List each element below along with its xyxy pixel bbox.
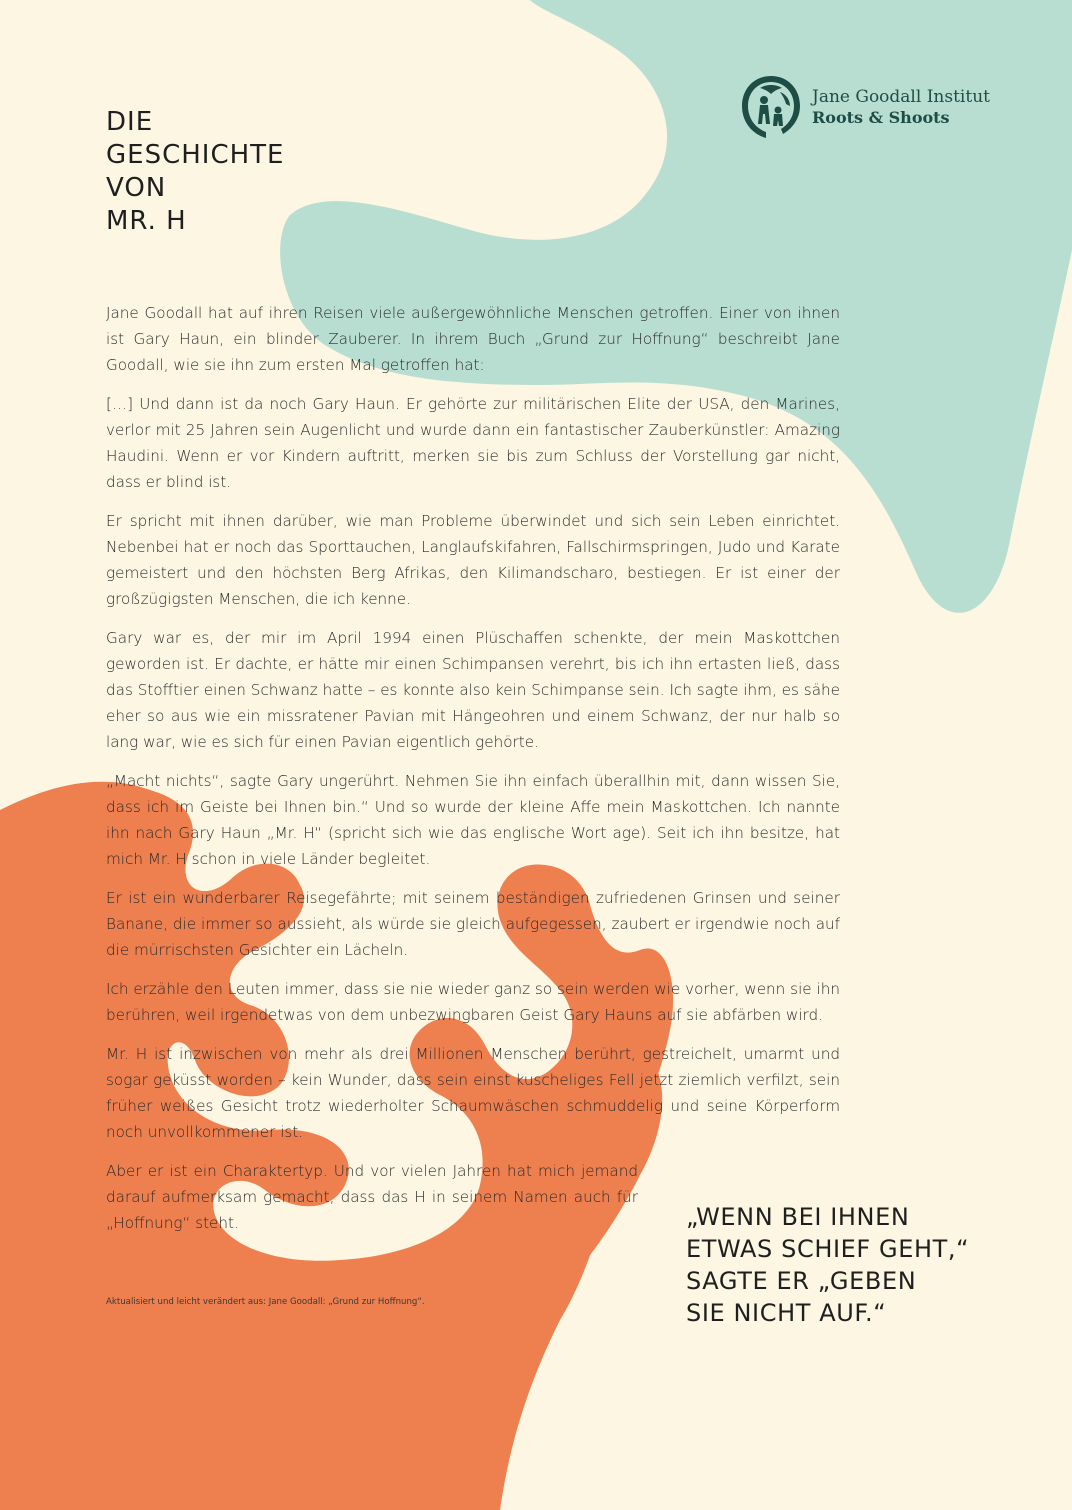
logo-name: Jane Goodall Institut <box>812 86 990 107</box>
paragraph: „Macht nichts“, sagte Gary ungerührt. Nehmen Sie ihn einfach überallhin mit, dann wissen Sie, dass ich im Geiste bei Ihnen bin.“ Und so wurde der kleine Affe mein Maskottchen. Ich nannte ihn nach Gary Haun „Mr. H“ (spricht sich wie das englische Wort age). Seit ich ihn besitze, hat mich Mr. H schon in viele Länder begleitet. <box>106 772 840 868</box>
organization-logo <box>740 74 990 140</box>
paragraph: Mr. H ist inzwischen von mehr als drei Millionen Menschen berührt, gestreichelt, umarmt und sogar geküsst worden – kein Wunder, dass sein einst kuscheliges Fell jetzt ziemlich verfilzt, sein früher weißes Gesicht trotz wiederholter Schaumwäschen schmuddelig und seine Körperform noch unvollkommener ist. <box>106 1045 840 1141</box>
chimpanzee-tree-logo-icon <box>740 74 802 140</box>
quote-line: ETWAS SCHIEF GEHT,“ <box>686 1235 970 1263</box>
title-line: MR. H <box>106 206 187 236</box>
logo-subtitle: Roots & Shoots <box>812 107 950 127</box>
title-line: VON <box>106 173 167 203</box>
paragraph: Er ist ein wunderbarer Reisegefährte; mit seinem beständigen zufriedenen Grinsen und seiner Banane, die immer so aussieht, als würde sie gleich aufgegessen, zaubert er irgendwie noch auf die mürrischsten Gesichter ein Lächeln. <box>106 889 840 959</box>
paragraph: […] Und dann ist da noch Gary Haun. Er gehörte zur militärischen Elite der USA, den Marines, verlor mit 25 Jahren sein Augenlicht und wurde dann ein fantastischer Zauberkünstler: Amazing Haudini. Wenn er vor Kindern auftritt, merken sie bis zum Schluss der Vorstellung gar nicht, dass er blind ist. <box>106 395 840 491</box>
pull-quote <box>686 1201 969 1329</box>
title-line: DIE <box>106 107 154 137</box>
paragraph: Jane Goodall hat auf ihren Reisen viele außergewöhnliche Menschen getroffen. Einer von ihnen ist Gary Haun, ein blinder Zauberer. In ihrem Buch „Grund zur Hoffnung“ beschreibt Jane Goodall, wie sie ihn zum ersten Mal getroffen hat: <box>106 304 840 374</box>
paragraph: Ich erzähle den Leuten immer, dass sie nie wieder ganz so sein werden wie vorher, wenn sie ihn berühren, weil irgendetwas von dem unbezwingbaren Geist Gary Hauns auf sie abfärben wird. <box>106 980 840 1024</box>
page-title <box>106 106 284 238</box>
quote-line: SIE NICHT AUF.“ <box>686 1299 887 1327</box>
quote-line: „WENN BEI IHNEN <box>686 1203 910 1231</box>
paragraph: Aber er ist ein Charaktertyp. Und vor vielen Jahren hat mich jemand darauf aufmerksam gemacht, dass das H in seinem Namen auch für „Hoffnung“ steht. <box>106 1162 638 1232</box>
source-note: Aktualisiert und leicht verändert aus: Jane Goodall: „Grund zur Hoffnung“. <box>106 1297 425 1307</box>
title-line: GESCHICHTE <box>106 140 285 170</box>
paragraph: Gary war es, der mir im April 1994 einen Plüschaffen schenkte, der mein Maskottchen geworden ist. Er dachte, er hätte mir einen Schimpansen verehrt, bis ich ihn ertasten ließ, dass das Stofftier einen Schwanz hatte – es konnte also kein Schimpanse sein. Ich sagte ihm, es sähe eher so aus wie ein missratener Pavian mit Hängeohren und einem Schwanz, der nur halb so lang war, wie es sich für einen Pavian eigentlich gehörte. <box>106 629 840 751</box>
paragraph: Er spricht mit ihnen darüber, wie man Probleme überwindet und sich sein Leben einrichtet. Nebenbei hat er noch das Sporttauchen, Langlaufskifahren, Fallschirmspringen, Judo und Karate gemeistert und den höchsten Berg Afrikas, den Kilimandscharo, bestiegen. Er ist einer der großzügigsten Menschen, die ich kenne. <box>106 512 840 608</box>
story-body <box>106 300 840 1249</box>
quote-line: SAGTE ER „GEBEN <box>686 1267 917 1295</box>
